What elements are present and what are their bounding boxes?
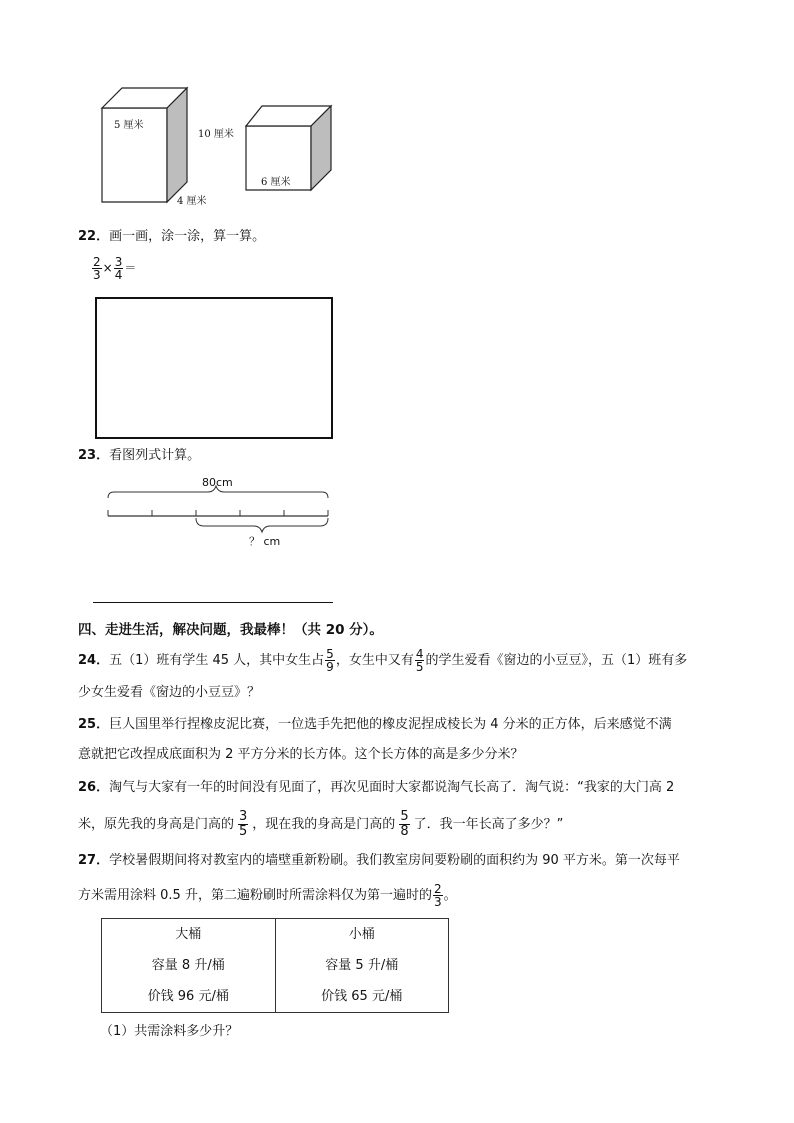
question-27-sub1: （1）共需涂料多少升？ <box>100 1024 239 1039</box>
total-length-label: 80cm <box>202 476 233 489</box>
question-26: 26．淘气与大家有一年的时间没有见面了，再次见面时大家都说淘气长高了．淘气说：“我家的大门高 2 <box>78 780 675 795</box>
big-bucket-cell: 大桶 容量 8 升/桶 价钱 96 元/桶 <box>102 919 276 1013</box>
cuboid-side <box>167 88 187 202</box>
fraction: $\frac{5}{9}$ <box>326 647 334 674</box>
section-heading: 四、走进生活，解决问题，我最棒！（共 20 分）。 <box>78 622 383 638</box>
fraction: $\frac{3}{5}$ <box>239 809 248 839</box>
fraction: $\frac{4}{5}$ <box>415 647 424 674</box>
cuboid-height-label: 10 厘米 <box>198 129 234 140</box>
question-27-line2: 方米需用涂料 0.5 升，第二遍粉刷时所需涂料仅为第一遍时的 $\frac{2}{3}$ 。 <box>78 882 457 909</box>
answer-line[interactable] <box>93 602 333 603</box>
cube-edge-label: 6 厘米 <box>261 177 291 188</box>
fraction: $\frac{2}{3}$ <box>93 255 101 282</box>
question-25-line2: 意就把它改捏成底面积为 2 平方分米的长方体。这个长方体的高是多少分米？ <box>78 747 524 762</box>
question-26-line2: 米，原先我的身高是门高的 $\frac{3}{5}$ ，现在我的身高是门高的 $\frac{5}{8}$ 了．我一年长高了多少？” <box>78 809 564 839</box>
fraction: $\frac{2}{3}$ <box>433 882 442 909</box>
question-24-line2: 少女生爱看《窗边的小豆豆》？ <box>78 685 261 700</box>
cuboid-width-label: 5 厘米 <box>114 120 144 131</box>
drawing-box[interactable] <box>95 297 333 439</box>
bottom-brace <box>196 518 328 532</box>
fraction: $\frac{5}{8}$ <box>400 809 409 839</box>
fraction: $\frac{3}{4}$ <box>114 255 123 282</box>
question-23: 23．看图列式计算。 <box>78 448 201 463</box>
question-22: 22．画一画，涂一涂，算一算。 <box>78 229 266 244</box>
paint-table <box>101 918 449 1013</box>
unknown-length-label: ？ cm <box>249 535 281 548</box>
question-27: 27．学校暑假期间将对教室内的墙壁重新粉刷。我们教室房间要粉刷的面积约为 90 平方米。第一次每平 <box>78 853 680 868</box>
q22-expression: $\frac{2}{3}$ × $\frac{3}{4}$ ＝ <box>93 255 137 282</box>
question-24: 24．五（1）班有学生 45 人，其中女生占 $\frac{5}{9}$ ，女生中又有 $\frac{4}{5}$ 的学生爱看《窗边的小豆豆》，五（1）班有多 <box>78 647 688 674</box>
question-25: 25．巨人国里举行捏橡皮泥比赛，一位选手先把他的橡皮泥捏成棱长为 4 分米的正方体，后来感觉不满 <box>78 717 672 732</box>
cuboid-depth-label: 4 厘米 <box>177 196 207 207</box>
solids-figure <box>95 82 345 212</box>
small-bucket-cell: 小桶 容量 5 升/桶 价钱 65 元/桶 <box>275 919 449 1013</box>
